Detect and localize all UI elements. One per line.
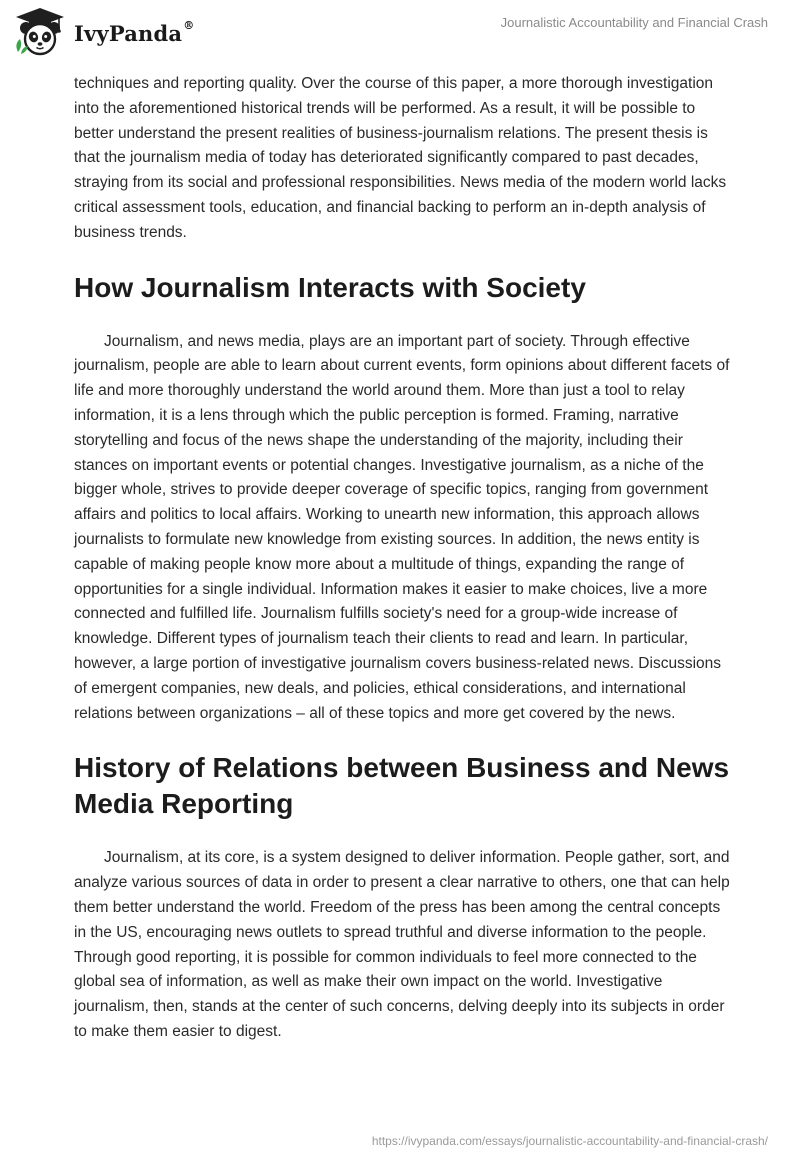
section-paragraph-society: Journalism, and news media, plays are an important part of society. Through effective journalism, people are able to learn about current events, form opinions about different facets of life and more thoroughly understand the world around them. More than just a tool to relay information, it is a lens through which the public perception is formed. Framing, narrative storytelling and focus of the news shape the understanding of the majority, including their stances on important events or potential changes. Investigative journalism, as a niche of the bigger whole, strives to provide deeper coverage of specific topics, ranging from government affairs and politics to local affairs. Working to unearth new information, this approach allows journalists to formulate new knowledge from existing sources. In addition, the news entity is capable of making people know more about a multitude of things, expanding the range of opportunities for a single individual. Information makes it easier to make choices, live a more connected and fulfilled life. Journalism fulfills society's need for a group-wide increase of knowledge. Different types of journalism teach their clients to read and learn. In particular, however, a large portion of investigative journalism covers business-related news. Discussions of emergent companies, new deals, and policies, ethical considerations, and international relations between organizations – all of these topics and more get covered by the news.	[74, 332, 730, 722]
section-paragraph-history: Journalism, at its core, is a system designed to deliver information. People gather, sort, and analyze various sources of data in order to present a clear narrative to others, one that can help them better understand the world. Freedom of the press has been among the central concepts in the US, encouraging news outlets to spread truthful and diverse information to the people. Through good reporting, it is possible for common individuals to feel more connected to the global sea of information, as well as make their own impact on the world. Investigative journalism, then, stands at the center of such concerns, delving deeply into its subjects in order to make them easier to digest.	[74, 849, 730, 1040]
ivypanda-logo[interactable]	[12, 6, 194, 58]
document-title: Journalistic Accountability and Financial Crash	[500, 15, 768, 30]
registered-mark: ®	[183, 18, 195, 32]
section-heading-history: History of Relations between Business and News Media Reporting	[74, 752, 730, 820]
panda-graduate-logo-icon	[12, 6, 68, 58]
essay-content	[74, 72, 734, 1045]
page-header	[0, 0, 800, 70]
section-heading-society: How Journalism Interacts with Society	[74, 271, 586, 303]
brand-name: IvyPanda®	[74, 18, 195, 46]
intro-paragraph: techniques and reporting quality. Over the course of this paper, a more thorough investigation into the aforementioned historical trends will be performed. As a result, it will be possible to better understand the present realities of business-journalism relations. The present thesis is that the journalism media of today has deteriorated significantly compared to past decades, straying from its social and professional responsibilities. News media of the modern world lacks critical assessment tools, education, and financial backing to perform an in-depth analysis of business trends.	[74, 75, 727, 241]
footer-source-url[interactable]: https://ivypanda.com/essays/journalistic-accountability-and-financial-crash/	[371, 1134, 768, 1148]
